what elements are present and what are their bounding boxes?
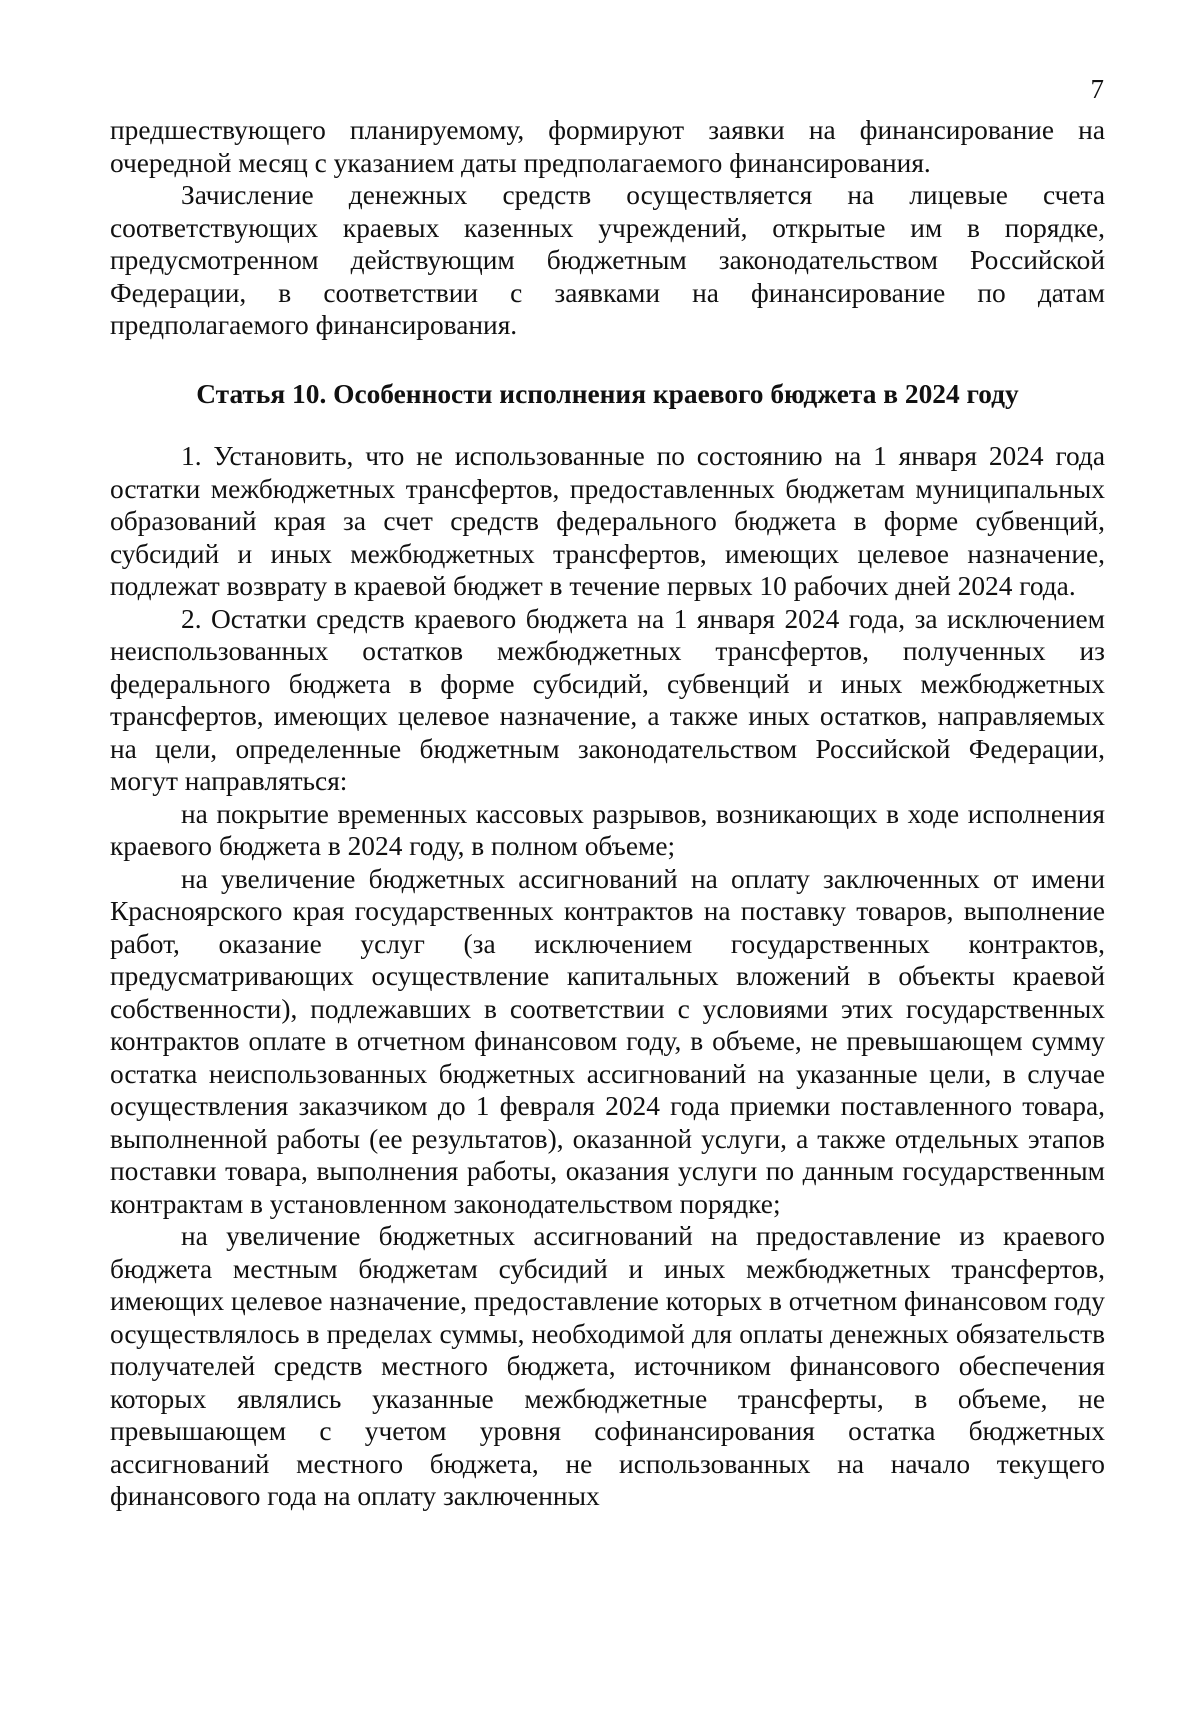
paragraph-state-contracts: на увеличение бюджетных ассигнований на оплату заключенных от имени Красноярского края государственных контрактов на поставку товаров, выполнение работ, оказание услуг (за исключением государственных контрактов, предусматривающих осуществление капитальных вложений в объекты краевой собственности), подлежавших в соответствии с условиями этих государственных контрактов оплате в отчетном финансовом году, в объеме, не превышающем сумму остатка неиспользованных бюджетных ассигнований на указанные цели, в случае осуществления заказчиком до 1 февраля 2024 года приемки поставленного товара, выполненной работы (ее результатов), оказанной услуги, а также отдельных этапов поставки товара, выполнения работы, оказания услуги по данным государственным контрактам в установленном законодательством порядке; (110, 863, 1105, 1219)
page-number: 7 (1090, 74, 1104, 104)
document-body (110, 114, 1105, 1513)
paragraph-cash-gaps: на покрытие временных кассовых разрывов, возникающих в ходе исполнения краевого бюджета в 2024 году, в полном объеме; (110, 798, 1105, 861)
paragraph-item-1: 1. Установить, что не использованные по состоянию на 1 января 2024 года остатки межбюджетных трансфертов, предоставленных бюджетам муниципальных образований края за счет средств федерального бюджета в форме субвенций, субсидий и иных межбюджетных трансфертов, имеющих целевое назначение, подлежат возврату в краевой бюджет в течение первых 10 рабочих дней 2024 года. (110, 441, 1105, 601)
paragraph-crediting-funds: Зачисление денежных средств осуществляется на лицевые счета соответствующих краевых казенных учреждений, открытые им в порядке, предусмотренном действующим бюджетным законодательством Российской Федерации, в соответствии с заявками на финансирование по датам предполагаемого финансирования. (110, 180, 1105, 340)
paragraph-local-budgets: на увеличение бюджетных ассигнований на предоставление из краевого бюджета местным бюджетам субсидий и иных межбюджетных трансфертов, имеющих целевое назначение, предоставление которых в отчетном финансовом году осуществлялось в пределах суммы, необходимой для оплаты денежных обязательств получателей средств местного бюджета, источником финансового обеспечения которых являлись указанные межбюджетные трансферты, в объеме, не превышающем с учетом уровня софинансирования остатка бюджетных ассигнований местного бюджета, не использованных на начало текущего финансового года на оплату заключенных (110, 1221, 1105, 1511)
article-heading: Статья 10. Особенности исполнения краевого бюджета в 2024 году (196, 378, 1019, 409)
paragraph-continuation: предшествующего планируемому, формируют заявки на финансирование на очередной месяц с указанием даты предполагаемого финансирования. (110, 115, 1105, 178)
paragraph-item-2: 2. Остатки средств краевого бюджета на 1 января 2024 года, за исключением неиспользованных остатков межбюджетных трансфертов, полученных из федерального бюджета в форме субсидий, субвенций и иных межбюджетных трансфертов, имеющих целевое назначение, а также иных остатков, направляемых на цели, определенные бюджетным законодательством Российской Федерации, могут направляться: (110, 603, 1105, 796)
